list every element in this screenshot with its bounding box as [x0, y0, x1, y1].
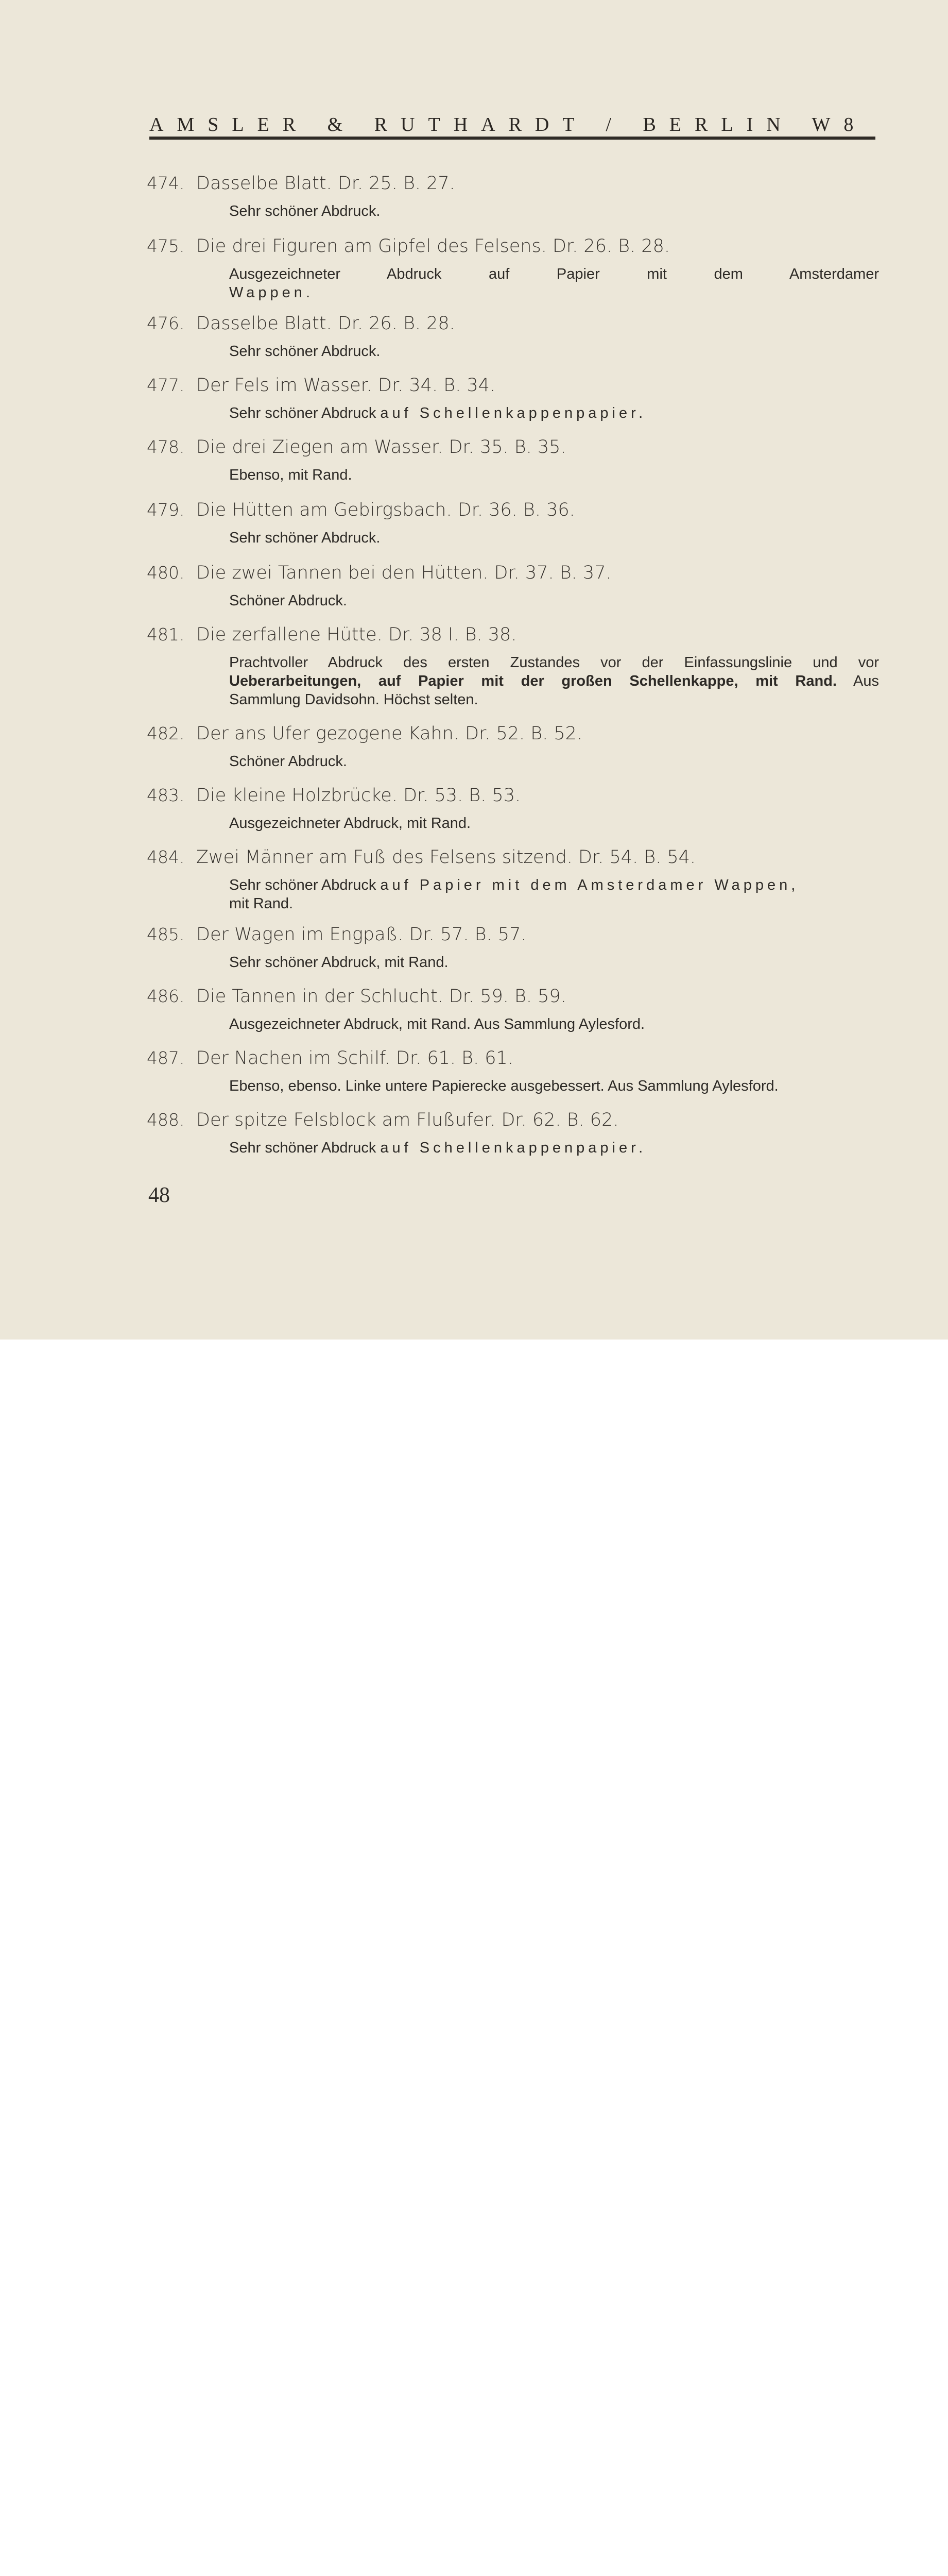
entry-desc: Sehr schöner Abdruck, mit Rand. [229, 954, 449, 971]
entry-title: Die zwei Tannen bei den Hütten. Dr. 37. B. 37. [196, 563, 612, 583]
entry-title: Die drei Figuren am Gipfel des Felsens. Dr. 26. B. 28. [196, 236, 670, 257]
entry-title: Dasselbe Blatt. Dr. 25. B. 27. [196, 173, 455, 194]
entry-desc-part: Sehr schöner Abdruck [229, 405, 381, 421]
entry-title: Die zerfallene Hütte. Dr. 38 I. B. 38. [196, 624, 517, 645]
entry-desc-line [229, 672, 879, 690]
entry-title: Die Tannen in der Schlucht. Dr. 59. B. 59. [196, 986, 566, 1007]
entry-desc: Schöner Abdruck. [229, 592, 347, 609]
entry-number: 486. [147, 986, 185, 1006]
entry-number: 478. [147, 437, 185, 457]
entry-number: 479. [147, 500, 185, 520]
entry-desc: Sehr schöner Abdruck. [229, 343, 381, 360]
entry-number: 474. [147, 173, 185, 193]
entry-desc-part: Sehr schöner Abdruck [229, 877, 381, 893]
header-rule [149, 137, 875, 140]
entry-number: 475. [147, 236, 185, 256]
digitization-footer [0, 1340, 948, 1407]
entry-desc-line [229, 876, 879, 894]
entry-title: Zwei Männer am Fuß des Felsens sitzend. Dr. 54. B. 54. [196, 847, 696, 868]
entry-title: Die drei Ziegen am Wasser. Dr. 35. B. 35. [196, 437, 566, 457]
entry-number: 481. [147, 624, 185, 645]
page-header: AMSLER & RUTHARDT / BERLIN W8 [149, 114, 867, 135]
entry-title: Dasselbe Blatt. Dr. 26. B. 28. [196, 313, 455, 334]
entry-title: Der Nachen im Schilf. Dr. 61. B. 61. [196, 1048, 513, 1069]
entry-desc-line: mit Rand. [229, 895, 294, 912]
entry-desc-line: Ausgezeichneter Abdruck auf Papier mit dem Amsterdamer [229, 266, 879, 282]
entry-desc-part: Aus [836, 673, 879, 689]
entry-number: 483. [147, 785, 185, 805]
entry-title: Der spitze Felsblock am Flußufer. Dr. 62. B. 62. [196, 1110, 619, 1130]
entry-title: Der ans Ufer gezogene Kahn. Dr. 52. B. 52. [196, 723, 583, 744]
entry-desc: Ausgezeichneter Abdruck, mit Rand. [229, 815, 471, 832]
entry-number: 485. [147, 924, 185, 944]
entry-desc [229, 653, 879, 709]
entry-title: Die Hütten am Gebirgsbach. Dr. 36. B. 36. [196, 500, 575, 520]
entry-number: 482. [147, 723, 185, 743]
entry-number: 476. [147, 313, 185, 333]
entry-desc [229, 1139, 879, 1157]
entry-desc: Sehr schöner Abdruck. [229, 530, 381, 546]
entry-title: Der Fels im Wasser. Dr. 34. B. 34. [196, 375, 496, 396]
entry-desc: Ebenso, ebenso. Linke untere Papierecke ausgebessert. Aus Sammlung Aylesford. [229, 1078, 779, 1094]
entry-number: 488. [147, 1110, 185, 1130]
entry-desc: Ebenso, mit Rand. [229, 467, 352, 483]
entry-desc [229, 265, 879, 302]
entry-desc: Sehr schöner Abdruck. [229, 203, 381, 219]
entry-desc-part: Ueberarbeitungen, auf Papier mit der großen Schellenkappe, mit Rand. [229, 673, 837, 689]
entry-number: 487. [147, 1048, 185, 1068]
entry-desc-part: Sammlung Davidsohn. Höchst selten. [229, 691, 478, 708]
entry-desc [229, 876, 879, 913]
entry-desc: Schöner Abdruck. [229, 753, 347, 770]
entry-desc-line: Prachtvoller Abdruck des ersten Zustandes vor der Einfassungslinie und vor [229, 654, 879, 671]
entry-desc-line [229, 690, 879, 709]
entry-desc-part: auf Schellenkappenpapier. [380, 405, 647, 421]
entry-desc-part: auf Schellenkappenpapier. [380, 1140, 647, 1156]
entry-desc-part: auf Papier mit dem Amsterdamer Wappen, [380, 877, 799, 893]
entry-number: 480. [147, 563, 185, 583]
entry-number: 477. [147, 375, 185, 395]
entry-number: 484. [147, 847, 185, 867]
entry-desc-line: Wappen. [229, 284, 314, 301]
page-number: 48 [148, 1183, 170, 1207]
entry-title: Die kleine Holzbrücke. Dr. 53. B. 53. [196, 785, 521, 806]
entry-desc [229, 404, 879, 422]
entry-desc: Ausgezeichneter Abdruck, mit Rand. Aus Sammlung Aylesford. [229, 1016, 645, 1032]
entry-title: Der Wagen im Engpaß. Dr. 57. B. 57. [196, 924, 527, 945]
entry-desc-part: Sehr schöner Abdruck [229, 1140, 381, 1156]
